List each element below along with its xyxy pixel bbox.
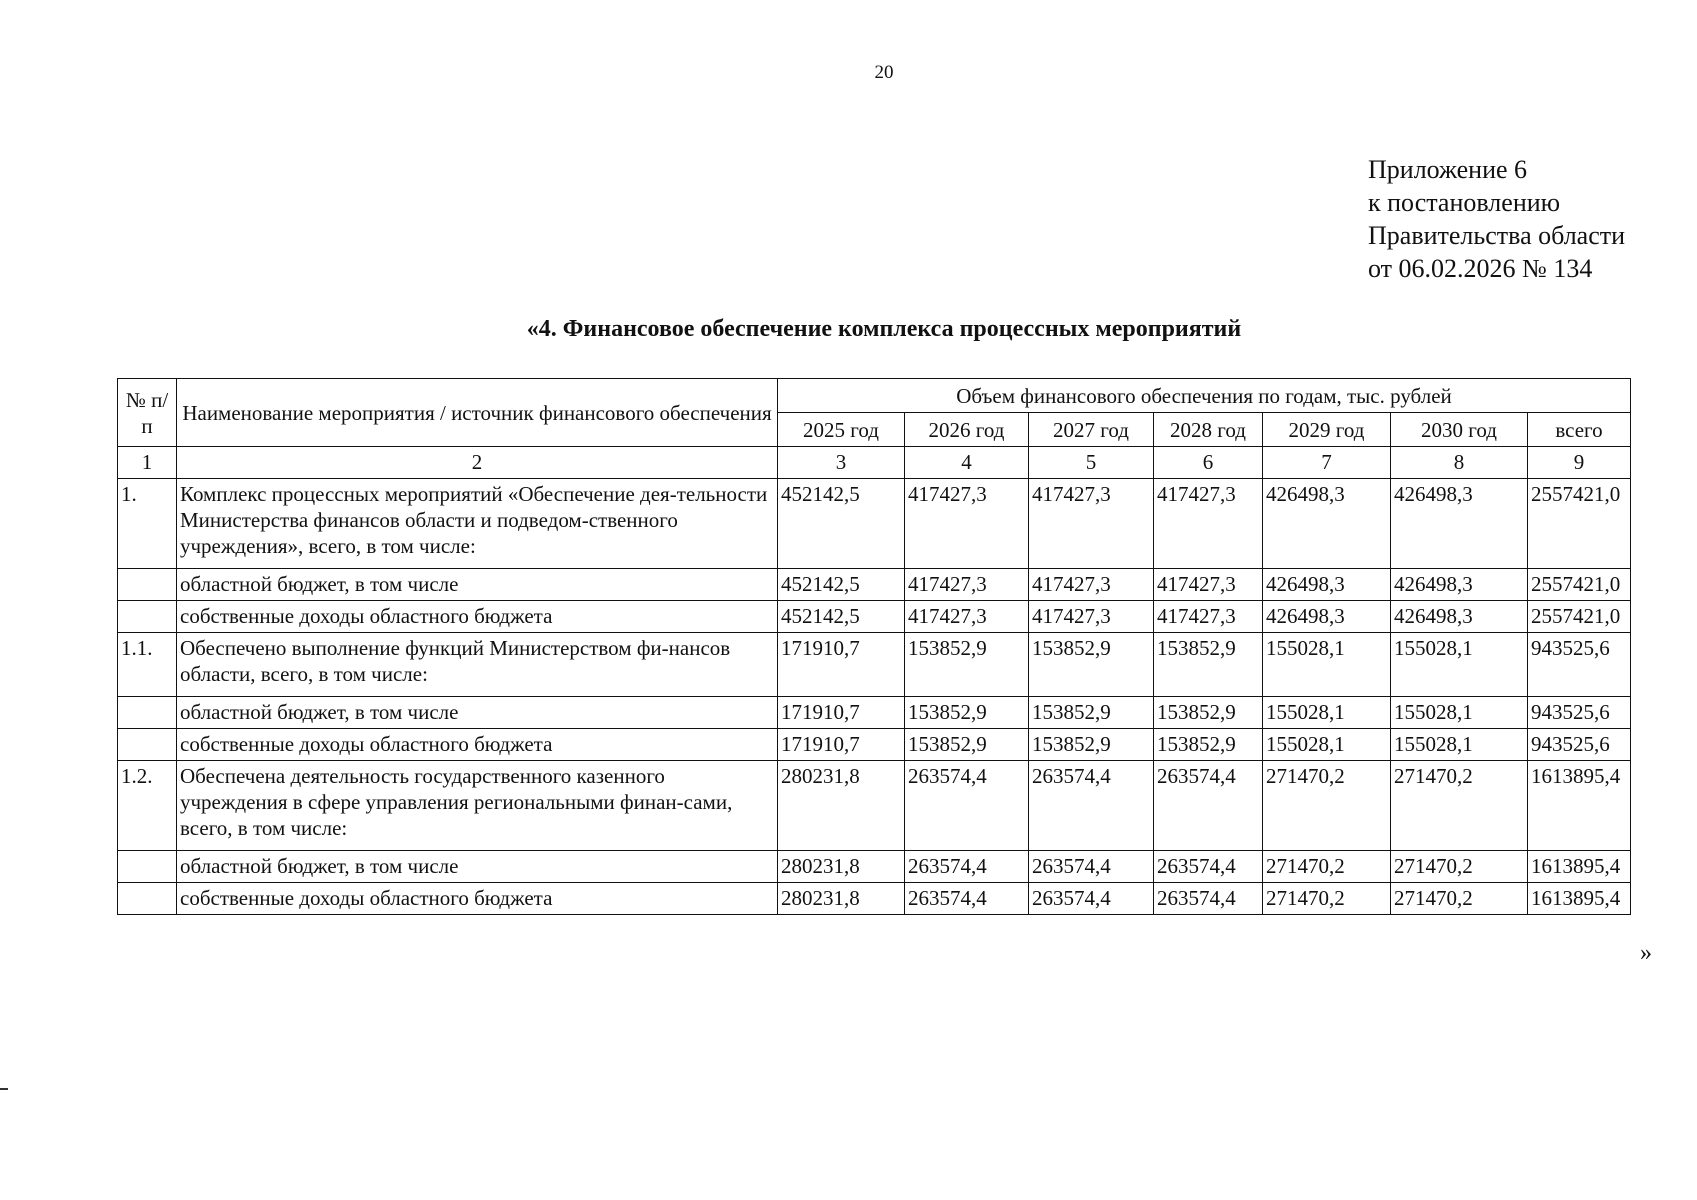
row-name: Комплекс процессных мероприятий «Обеспечение дея-тельности Министерства финансов области и подведом-ственного учреждения», всего, в том числе: [177, 479, 778, 569]
header-volume: Объем финансового обеспечения по годам, тыс. рублей [778, 379, 1631, 413]
row-number [118, 851, 177, 883]
column-index: 5 [1029, 447, 1154, 479]
row-value: 426498,3 [1263, 569, 1391, 601]
page-number: 20 [874, 62, 894, 83]
row-value: 155028,1 [1391, 697, 1528, 729]
row-value: 271470,2 [1263, 883, 1391, 915]
header-year: 2029 год [1263, 413, 1391, 447]
row-total: 1613895,4 [1528, 883, 1631, 915]
header-name: Наименование мероприятия / источник финансового обеспечения [177, 379, 778, 447]
row-value: 153852,9 [1154, 633, 1263, 697]
row-value: 452142,5 [778, 479, 905, 569]
column-index: 1 [118, 447, 177, 479]
row-number [118, 883, 177, 915]
row-value: 263574,4 [1029, 851, 1154, 883]
row-value: 417427,3 [1154, 601, 1263, 633]
table-row [118, 479, 1631, 569]
row-value: 155028,1 [1391, 633, 1528, 697]
row-value: 153852,9 [905, 697, 1029, 729]
column-index: 4 [905, 447, 1029, 479]
section-title: «4. Финансовое обеспечение комплекса процессных мероприятий [526, 316, 1242, 342]
header-year: 2028 год [1154, 413, 1263, 447]
row-name: собственные доходы областного бюджета [177, 883, 778, 915]
row-value: 153852,9 [1029, 729, 1154, 761]
header-year: 2025 год [778, 413, 905, 447]
row-value: 153852,9 [1154, 697, 1263, 729]
row-value: 271470,2 [1263, 761, 1391, 851]
row-total: 943525,6 [1528, 729, 1631, 761]
row-value: 417427,3 [1154, 479, 1263, 569]
row-value: 155028,1 [1263, 633, 1391, 697]
appendix-line-4: от 06.02.2026 № 134 [1368, 254, 1593, 283]
row-value: 452142,5 [778, 569, 905, 601]
table-row [118, 761, 1631, 851]
row-value: 263574,4 [1154, 883, 1263, 915]
row-value: 155028,1 [1391, 729, 1528, 761]
appendix-line-1: Приложение 6 [1368, 155, 1528, 184]
financing-table [117, 378, 1631, 915]
row-total: 2557421,0 [1528, 601, 1631, 633]
row-value: 171910,7 [778, 729, 905, 761]
row-total: 1613895,4 [1528, 851, 1631, 883]
row-value: 426498,3 [1263, 601, 1391, 633]
row-number: 1. [118, 479, 177, 569]
row-value: 426498,3 [1263, 479, 1391, 569]
row-name: Обеспечено выполнение функций Министерством фи-нансов области, всего, в том числе: [177, 633, 778, 697]
column-index: 6 [1154, 447, 1263, 479]
row-value: 263574,4 [1154, 851, 1263, 883]
row-value: 263574,4 [1029, 761, 1154, 851]
table-row [118, 851, 1631, 883]
row-value: 426498,3 [1391, 601, 1528, 633]
header-year: 2026 год [905, 413, 1029, 447]
row-name: областной бюджет, в том числе [177, 851, 778, 883]
row-value: 280231,8 [778, 851, 905, 883]
row-number [118, 729, 177, 761]
row-number: 1.1. [118, 633, 177, 697]
row-value: 263574,4 [1154, 761, 1263, 851]
row-value: 153852,9 [1029, 697, 1154, 729]
row-number [118, 697, 177, 729]
row-value: 263574,4 [1029, 883, 1154, 915]
row-value: 417427,3 [905, 601, 1029, 633]
row-value: 426498,3 [1391, 569, 1528, 601]
row-number: 1.2. [118, 761, 177, 851]
row-name: Обеспечена деятельность государственного казенного учреждения в сфере управления региональными финан-сами, всего, в том числе: [177, 761, 778, 851]
row-value: 452142,5 [778, 601, 905, 633]
header-num: № п/п [118, 379, 177, 447]
row-value: 171910,7 [778, 697, 905, 729]
row-value: 263574,4 [905, 761, 1029, 851]
row-name: собственные доходы областного бюджета [177, 601, 778, 633]
row-total: 2557421,0 [1528, 479, 1631, 569]
appendix-block [1368, 153, 1625, 285]
row-number [118, 601, 177, 633]
row-value: 417427,3 [1029, 569, 1154, 601]
row-value: 271470,2 [1391, 761, 1528, 851]
header-year: 2030 год [1391, 413, 1528, 447]
row-value: 153852,9 [1029, 633, 1154, 697]
row-value: 171910,7 [778, 633, 905, 697]
table-row [118, 569, 1631, 601]
row-value: 417427,3 [905, 569, 1029, 601]
row-value: 155028,1 [1263, 729, 1391, 761]
row-total: 1613895,4 [1528, 761, 1631, 851]
row-value: 263574,4 [905, 883, 1029, 915]
appendix-line-2: к постановлению [1368, 188, 1561, 217]
row-value: 153852,9 [905, 633, 1029, 697]
header-year: 2027 год [1029, 413, 1154, 447]
row-number [118, 569, 177, 601]
row-value: 271470,2 [1263, 851, 1391, 883]
row-name: областной бюджет, в том числе [177, 569, 778, 601]
row-name: областной бюджет, в том числе [177, 697, 778, 729]
row-total: 2557421,0 [1528, 569, 1631, 601]
row-total: 943525,6 [1528, 697, 1631, 729]
column-index: 9 [1528, 447, 1631, 479]
row-value: 263574,4 [905, 851, 1029, 883]
row-value: 271470,2 [1391, 883, 1528, 915]
scan-edge-mark [0, 1088, 8, 1090]
row-value: 426498,3 [1391, 479, 1528, 569]
row-value: 417427,3 [1029, 601, 1154, 633]
header-total: всего [1528, 413, 1631, 447]
table-row [118, 697, 1631, 729]
table-row [118, 883, 1631, 915]
row-total: 943525,6 [1528, 633, 1631, 697]
column-index: 3 [778, 447, 905, 479]
column-index: 2 [177, 447, 778, 479]
row-value: 153852,9 [1154, 729, 1263, 761]
column-index: 8 [1391, 447, 1528, 479]
row-value: 280231,8 [778, 883, 905, 915]
table-row [118, 729, 1631, 761]
table-row [118, 633, 1631, 697]
row-value: 417427,3 [1154, 569, 1263, 601]
row-value: 280231,8 [778, 761, 905, 851]
row-value: 271470,2 [1391, 851, 1528, 883]
row-value: 155028,1 [1263, 697, 1391, 729]
column-index-row [118, 447, 1631, 479]
appendix-line-3: Правительства области [1368, 221, 1626, 250]
row-value: 417427,3 [905, 479, 1029, 569]
column-index: 7 [1263, 447, 1391, 479]
closing-quote: » [1640, 940, 1652, 966]
row-value: 153852,9 [905, 729, 1029, 761]
table-row [118, 601, 1631, 633]
row-value: 417427,3 [1029, 479, 1154, 569]
row-name: собственные доходы областного бюджета [177, 729, 778, 761]
